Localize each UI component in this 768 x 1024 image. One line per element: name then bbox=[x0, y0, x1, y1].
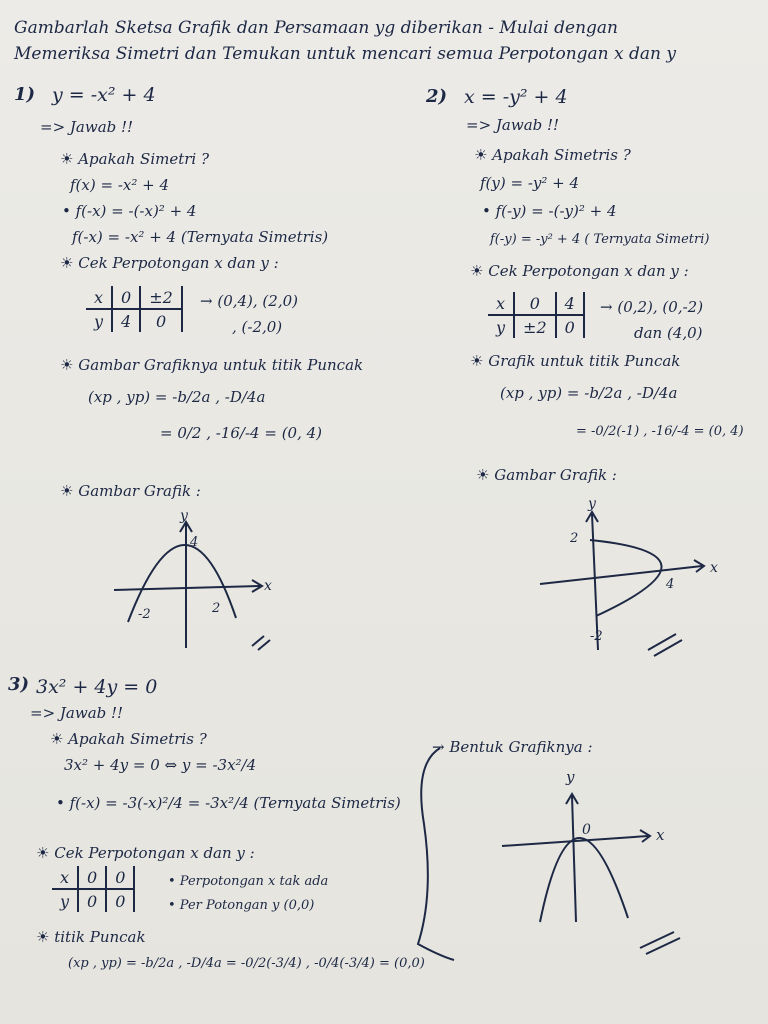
x-axis-label: x bbox=[710, 560, 718, 576]
top-intercept-label: 2 bbox=[570, 531, 579, 546]
instruction-line-2: Memeriksa Simetri dan Temukan untuk mencari semua Perpotongan x dan y bbox=[14, 44, 677, 64]
table-cell: 4 bbox=[556, 292, 584, 315]
x-axis-label: x bbox=[264, 578, 272, 594]
instruction-line-1: Gambarlah Sketsa Grafik dan Persamaan yg diberikan - Mulai dengan bbox=[14, 18, 619, 38]
problem-1-intercept-result-2: , (-2,0) bbox=[232, 318, 283, 336]
bottom-intercept-label: -2 bbox=[590, 629, 603, 644]
problem-2-symmetry-line-2: • f(-y) = -(-y)² + 4 bbox=[482, 202, 617, 220]
y-axis-label: y bbox=[180, 508, 188, 524]
problem-1-symmetry-line-3: f(-x) = -x² + 4 (Ternyata Simetris) bbox=[72, 228, 329, 246]
problem-3-symmetry-line-2: • f(-x) = -3(-x)²/4 = -3x²/4 (Ternyata Simetris) bbox=[56, 794, 401, 812]
problem-3-intercept-title: ☀ Cek Perpotongan x dan y : bbox=[36, 844, 255, 862]
problem-1-graph bbox=[100, 500, 290, 660]
problem-2-vertex-line-2: = -0/2(-1) , -16/-4 = (0, 4) bbox=[576, 424, 744, 439]
parabola-curve bbox=[540, 838, 628, 922]
left-root-label: -2 bbox=[138, 607, 151, 622]
table-cell: 0 bbox=[140, 309, 182, 332]
problem-3-value-table bbox=[52, 866, 135, 912]
table-cell: 0 bbox=[106, 866, 134, 889]
problem-2-graph bbox=[530, 494, 740, 660]
table-cell: ±2 bbox=[140, 286, 182, 309]
problem-2-symmetry-title: ☀ Apakah Simetris ? bbox=[474, 146, 631, 164]
x-axis bbox=[502, 836, 648, 846]
table-cell: 0 bbox=[112, 286, 140, 309]
done-mark bbox=[258, 640, 270, 650]
origin-label: 0 bbox=[582, 822, 591, 838]
problem-2-vertex-line-1: (xp , yp) = -b/2a , -D/4a bbox=[500, 384, 678, 402]
x-axis-label: x bbox=[656, 826, 665, 844]
problem-3-graph bbox=[496, 762, 706, 962]
problem-1-vertex-title: ☀ Gambar Grafiknya untuk titik Puncak bbox=[60, 356, 364, 374]
problem-1-symmetry-title: ☀ Apakah Simetri ? bbox=[60, 150, 210, 168]
problem-3-vertex-line-1: (xp , yp) = -b/2a , -D/4a = -0/2(-3/4) , -0/4(-3/4) = (0,0) bbox=[68, 956, 425, 971]
vertex-label: 4 bbox=[190, 535, 199, 550]
right-root-label: 2 bbox=[212, 601, 221, 616]
problem-3-vertex-title: ☀ titik Puncak bbox=[36, 928, 146, 946]
problem-1-vertex-line-1: (xp , yp) = -b/2a , -D/4a bbox=[88, 388, 266, 406]
table-cell: 0 bbox=[514, 292, 556, 315]
problem-2-number: 2) bbox=[426, 86, 448, 107]
table-cell: 0 bbox=[78, 866, 106, 889]
problem-3-equation: 3x² + 4y = 0 bbox=[36, 676, 158, 698]
y-axis bbox=[572, 796, 576, 922]
table-cell: 0 bbox=[556, 315, 584, 338]
problem-3-graph-title: → Bentuk Grafiknya : bbox=[432, 738, 593, 756]
problem-1-symmetry-line-1: f(x) = -x² + 4 bbox=[70, 176, 170, 194]
table-cell: y bbox=[52, 889, 78, 912]
problem-1-equation: y = -x² + 4 bbox=[52, 84, 156, 106]
problem-2-symmetry-line-1: f(y) = -y² + 4 bbox=[480, 174, 580, 192]
table-cell: ±2 bbox=[514, 315, 556, 338]
problem-2-vertex-title: ☀ Grafik untuk titik Puncak bbox=[470, 352, 681, 370]
problem-3-number: 3) bbox=[8, 674, 30, 695]
table-cell: 4 bbox=[112, 309, 140, 332]
done-mark bbox=[654, 640, 682, 656]
problem-1-answer: => Jawab !! bbox=[40, 118, 134, 136]
problem-1-vertex-line-2: = 0/2 , -16/-4 = (0, 4) bbox=[160, 424, 323, 442]
problem-1-value-table bbox=[86, 286, 183, 332]
y-axis-label: y bbox=[566, 768, 575, 786]
done-mark bbox=[640, 932, 674, 948]
done-mark bbox=[646, 938, 680, 954]
table-cell: y bbox=[488, 315, 514, 338]
y-axis-label: y bbox=[588, 496, 596, 512]
problem-2-answer: => Jawab !! bbox=[466, 116, 560, 134]
table-cell: x bbox=[488, 292, 514, 315]
problem-1-symmetry-line-2: • f(-x) = -(-x)² + 4 bbox=[62, 202, 197, 220]
problem-2-equation: x = -y² + 4 bbox=[464, 86, 568, 108]
problem-3-answer: => Jawab !! bbox=[30, 704, 124, 722]
problem-2-intercept-result-1: → (0,2), (0,-2) bbox=[600, 298, 704, 316]
problem-3-symmetry-title: ☀ Apakah Simetris ? bbox=[50, 730, 207, 748]
table-cell: x bbox=[86, 286, 112, 309]
problem-3-intercept-result-1: • Perpotongan x tak ada bbox=[168, 874, 329, 889]
problem-1-intercept-result-1: → (0,4), (2,0) bbox=[200, 292, 298, 310]
table-cell: x bbox=[52, 866, 78, 889]
problem-2-intercept-title: ☀ Cek Perpotongan x dan y : bbox=[470, 262, 689, 280]
done-mark bbox=[252, 636, 264, 646]
x-axis bbox=[540, 566, 702, 584]
problem-3-intercept-result-2: • Per Potongan y (0,0) bbox=[168, 898, 315, 913]
x-intercept-label: 4 bbox=[666, 577, 675, 592]
problem-1-intercept-title: ☀ Cek Perpotongan x dan y : bbox=[60, 254, 279, 272]
table-cell: 0 bbox=[106, 889, 134, 912]
done-mark bbox=[648, 634, 676, 650]
table-cell: 0 bbox=[78, 889, 106, 912]
problem-2-value-table bbox=[488, 292, 585, 338]
problem-2-symmetry-line-3: f(-y) = -y² + 4 ( Ternyata Simetri) bbox=[490, 232, 710, 247]
problem-1-graph-title: ☀ Gambar Grafik : bbox=[60, 482, 201, 500]
problem-3-symmetry-line-1: 3x² + 4y = 0 ⇔ y = -3x²/4 bbox=[64, 756, 257, 774]
problem-2-intercept-result-2: dan (4,0) bbox=[634, 324, 703, 342]
brace-bracket bbox=[410, 744, 450, 964]
table-cell: y bbox=[86, 309, 112, 332]
problem-2-graph-title: ☀ Gambar Grafik : bbox=[476, 466, 617, 484]
problem-1-number: 1) bbox=[14, 84, 36, 105]
